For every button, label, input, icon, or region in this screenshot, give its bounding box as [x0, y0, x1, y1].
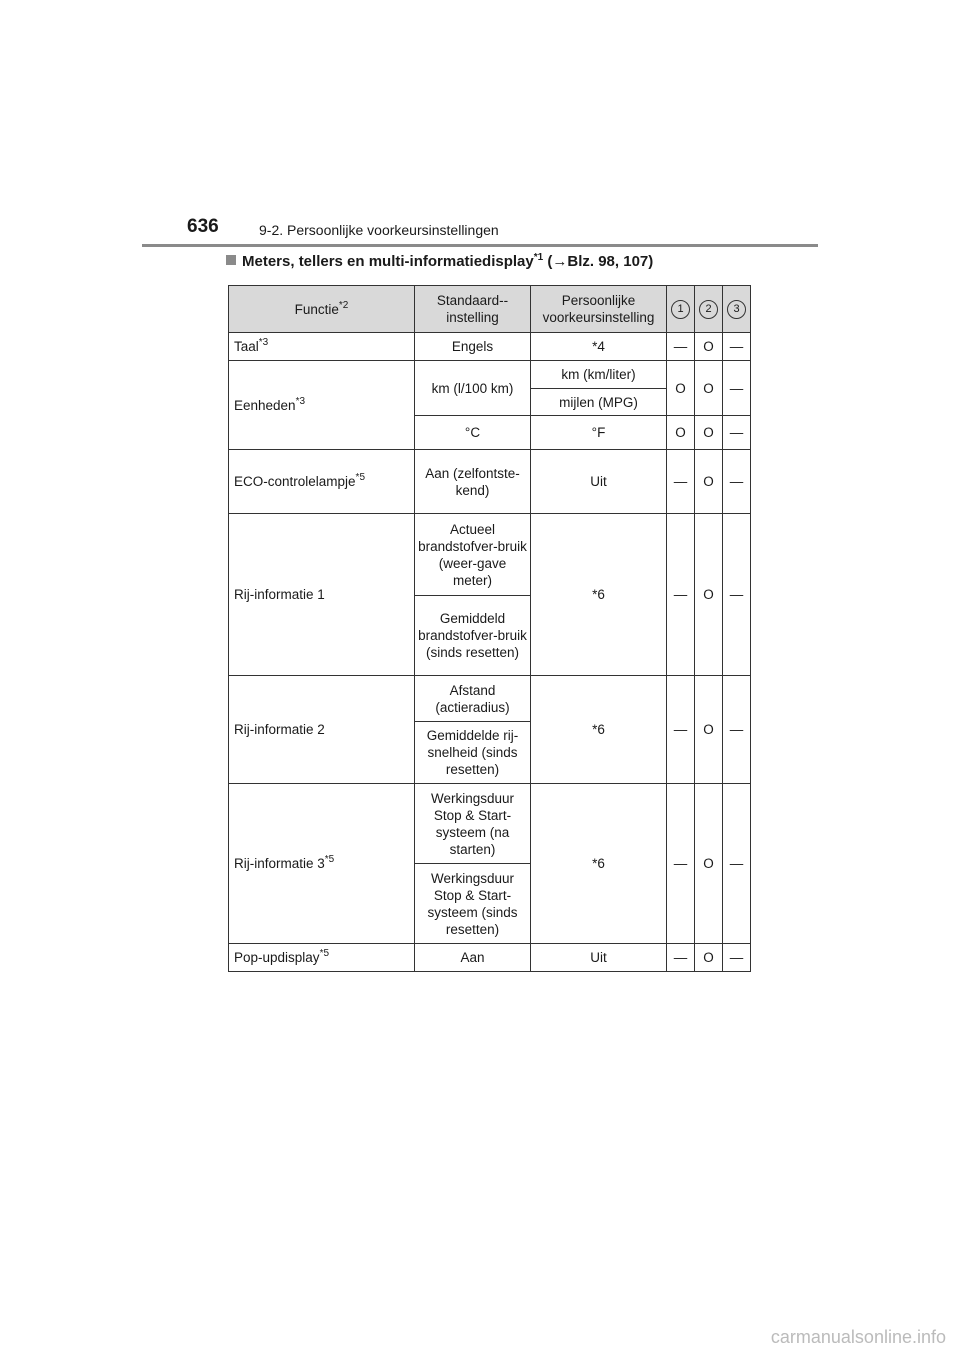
cell-mark-2: O: [695, 514, 723, 676]
page-number: 636: [187, 216, 219, 237]
header-col-2: [695, 286, 723, 333]
cell-mark-2: O: [695, 416, 723, 450]
cell-mark-2: O: [695, 361, 723, 416]
header-functie: Functie$^{*2}$: [229, 286, 415, 333]
cell-standaard: Werkingsduur Stop & Start-systeem (sinds resetten): [415, 864, 531, 944]
cell-standaard: km (l/100 km): [415, 361, 531, 416]
header-standaard: Standaard-instelling: [415, 286, 531, 333]
watermark-url: carmanualsonline.info: [770, 1327, 946, 1347]
table-row: [229, 361, 751, 389]
cell-mark-2: O: [695, 676, 723, 784]
cell-mark-1: —: [667, 784, 695, 944]
cell-mark-3: —: [723, 416, 751, 450]
table-row: [229, 944, 751, 972]
cell-mark-1: O: [667, 416, 695, 450]
cell-functie: Pop-updisplay$^{*5}$: [229, 944, 415, 972]
cell-standaard: Aan: [415, 944, 531, 972]
settings-table: [228, 285, 751, 972]
cell-persoonlijk: *6: [531, 514, 667, 676]
heading-footnote: *1: [533, 252, 544, 263]
cell-mark-3: —: [723, 676, 751, 784]
cell-mark-3: —: [723, 944, 751, 972]
table-row: [229, 676, 751, 722]
cell-functie: Rij-informatie 2: [229, 676, 415, 784]
cell-mark-1: —: [667, 676, 695, 784]
cell-persoonlijk: *6: [531, 784, 667, 944]
cell-persoonlijk: *4: [531, 333, 667, 361]
cell-standaard: Engels: [415, 333, 531, 361]
cell-mark-2: O: [695, 784, 723, 944]
cell-functie: Rij-informatie 1: [229, 514, 415, 676]
cell-mark-2: O: [695, 333, 723, 361]
header-rule: [142, 244, 818, 247]
cell-persoonlijk: mijlen (MPG): [531, 389, 667, 416]
header-persoonlijk: Persoonlijke voorkeursinstelling: [531, 286, 667, 333]
cell-functie: Rij-informatie 3$^{*5}$: [229, 784, 415, 944]
heading-ref-open: (: [543, 253, 553, 270]
cell-functie: Taal$^{*3}$: [229, 333, 415, 361]
cell-persoonlijk: Uit: [531, 450, 667, 514]
circled-3-icon: 3: [727, 300, 746, 319]
table-row: [229, 514, 751, 596]
cell-mark-3: —: [723, 361, 751, 416]
cell-mark-3: —: [723, 450, 751, 514]
cell-standaard: Actueel brandstofver-bruik (weer-gave meter): [415, 514, 531, 596]
circled-1-icon: 1: [671, 300, 690, 319]
heading-ref: Blz. 98, 107): [567, 253, 654, 270]
cell-persoonlijk: *6: [531, 676, 667, 784]
cell-mark-1: —: [667, 514, 695, 676]
cell-standaard: Afstand (actieradius): [415, 676, 531, 722]
cell-mark-1: —: [667, 333, 695, 361]
cell-functie: ECO-controlelampje$^{*5}$: [229, 450, 415, 514]
cell-mark-1: O: [667, 361, 695, 416]
header-col-3: [723, 286, 751, 333]
cell-standaard: Gemiddelde rij-snelheid (sinds resetten): [415, 722, 531, 784]
cell-standaard: Gemiddeld brandstofver-bruik (sinds resetten): [415, 596, 531, 676]
circled-2-icon: 2: [699, 300, 718, 319]
table-row: [229, 333, 751, 361]
cell-persoonlijk: Uit: [531, 944, 667, 972]
header-col-1: [667, 286, 695, 333]
square-bullet-icon: [226, 255, 236, 265]
cell-mark-1: —: [667, 944, 695, 972]
cell-persoonlijk: °F: [531, 416, 667, 450]
cell-mark-1: —: [667, 450, 695, 514]
cell-persoonlijk: km (km/liter): [531, 361, 667, 389]
arrow-icon: →: [552, 253, 568, 270]
cell-mark-2: O: [695, 450, 723, 514]
section-heading: [226, 253, 653, 270]
table-row: [229, 784, 751, 864]
table-row: [229, 450, 751, 514]
cell-standaard: Aan (zelfontste-kend): [415, 450, 531, 514]
cell-mark-3: —: [723, 514, 751, 676]
cell-functie: Eenheden$^{*3}$: [229, 361, 415, 450]
cell-mark-3: —: [723, 784, 751, 944]
cell-standaard: Werkingsduur Stop & Start-systeem (na starten): [415, 784, 531, 864]
table-header-row: [229, 286, 751, 333]
heading-text: Meters, tellers en multi-informatiedisplay: [242, 253, 534, 270]
cell-mark-3: —: [723, 333, 751, 361]
section-title: 9-2. Persoonlijke voorkeursinstellingen: [259, 222, 499, 238]
cell-standaard: °C: [415, 416, 531, 450]
cell-mark-2: O: [695, 944, 723, 972]
